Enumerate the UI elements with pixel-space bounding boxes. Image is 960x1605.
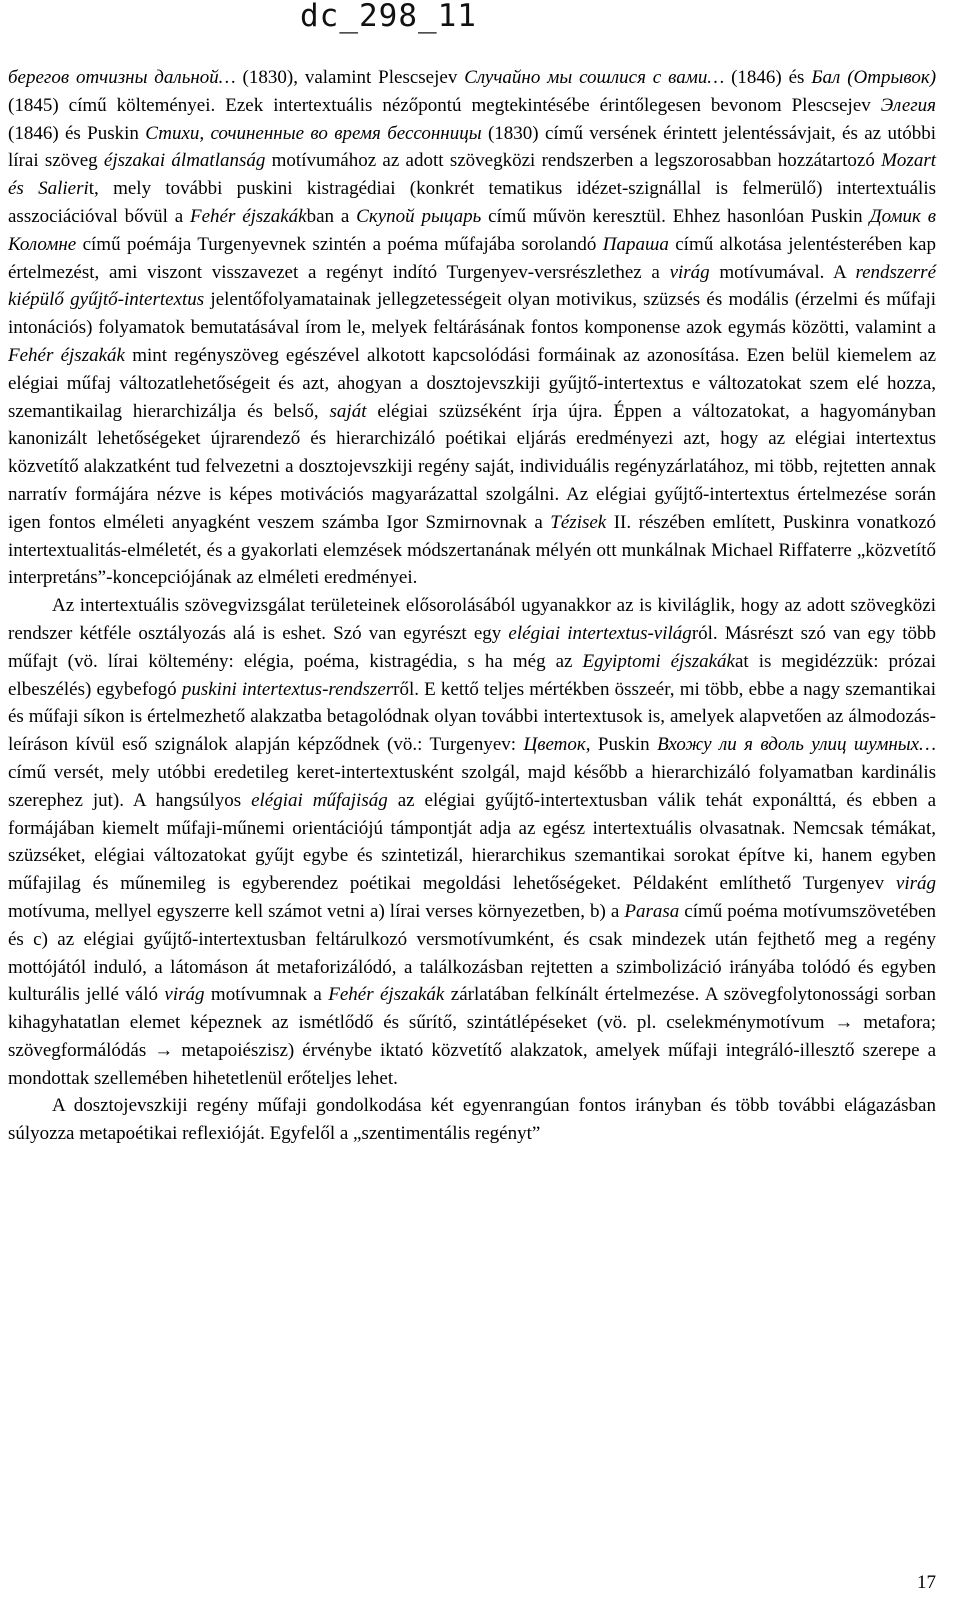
- italic-text-run: virág: [164, 984, 205, 1006]
- page-number: 17: [917, 1572, 936, 1593]
- text-run: (1845) című költeményei. Ezek intertextuális nézőpontú megtekintésébe érintőlegesen bevonom Plescsejev: [8, 94, 881, 116]
- italic-text-run: Цветок: [523, 734, 586, 756]
- italic-text-run: Стихи, сочиненные во время бессонницы: [145, 122, 482, 144]
- text-run: (1846) és Puskin: [8, 122, 146, 144]
- text-run: mint regényszöveg egészével alkotott kapcsolódási formáinak az azonosítása. Ezen belül kiemelem az elégiai műfaj változatlehetőségeit és azt, ahogyan a dosztojevszkiji gyűjtő-intertextus e változatokat szem elé hozza, szemantikailag hierarchizálja és belső,: [8, 344, 937, 422]
- italic-text-run: éjszakai álmatlanság: [103, 150, 266, 172]
- text-run: motívumnak a: [204, 984, 329, 1006]
- text-run: című művön keresztül. Ehhez hasonlóan Puskin: [481, 205, 870, 227]
- document-code-header: dc_298_11: [300, 0, 477, 34]
- text-run: című versét, mely utóbbi eredetileg keret-intertextusként szolgál, majd később a hierarchizáló folyamatban kardinális szerephez jut). A hangsúlyos: [8, 761, 936, 811]
- text-run: at is megidézzük: prózai elbeszélés) egybefogó: [8, 650, 936, 700]
- text-run: (1830), valamint Plescsejev: [235, 67, 465, 88]
- italic-text-run: Скупой рыцарь: [356, 205, 482, 227]
- text-run: Az intertextuális szövegvizsgálat területeinek elősorolásából ugyanakkor az is kiviláglik, hogy az adott szövegközi rendszer kétféle osztályozás alá is eshet. Szó van egyrészt egy: [8, 595, 936, 644]
- text-run: motívuma, mellyel egyszerre kell számot vetni a) lírai verses környezetben, b) a: [8, 900, 625, 922]
- text-run: motívumához az adott szövegközi rendszerben a legszorosabban hozzátartozó: [265, 150, 882, 172]
- text-run: , Puskin: [585, 734, 658, 756]
- text-run: (1846) és: [724, 67, 812, 88]
- italic-text-run: Egyiptomi éjszakák: [582, 650, 735, 672]
- italic-text-run: Fehér éjszakák: [189, 205, 307, 227]
- italic-text-run: virág: [669, 261, 710, 283]
- italic-text-run: Tézisek: [550, 511, 607, 533]
- text-run: t, mely további puskini kistragédiai (konkrét tematikus idézet-szignállal is felmerülő) intertextuális asszociációval bővül a: [8, 178, 936, 227]
- text-run: motívumával. A: [709, 261, 856, 283]
- paragraph-2: [8, 592, 936, 1092]
- italic-text-run: Параша: [602, 233, 669, 255]
- italic-text-run: puskini intertextus-rendszer: [181, 678, 394, 700]
- italic-text-run: Fehér éjszakák: [328, 984, 445, 1006]
- italic-text-run: elégiai műfajiság: [251, 789, 388, 811]
- italic-text-run: Parasa: [624, 900, 680, 922]
- paragraph-1: [8, 64, 936, 592]
- italic-text-run: virág: [895, 873, 936, 895]
- italic-text-run: Mozart és Salieri: [8, 150, 937, 200]
- italic-text-run: Домик в Коломне: [8, 205, 936, 255]
- text-run: az elégiai gyűjtő-intertextusban válik tehát exponálttá, és ebben a formájában kiemelt műfaji-műnemi orientációjú támpontját adja az egész intertextuális olvasatnak. Nemcsak témákat, szüzséket, elégiai változatokat gyűjt egybe és szintetizál, hierarchikus szemantikai sorokat építve ki, hanem egyben műfajilag és műnemileg is egyberendez poétikai megoldási lehetőségeket. Példaként említhető Turgenyev: [8, 789, 936, 895]
- text-run: elégiai szüzséként írja újra. Éppen a változatokat, a hagyományban kanonizált lehetőségeket újrarendező és hierarchizáló poétikai eljárás eredményezi azt, hogy az elégiai intertextus közvetítő alakzatként tud felvezetni a dosztojevszkiji regény saját, individuális regényzárlatához, mi több, rejtetten annak narratív formájára nézve is képes motivációs magyarázattal szolgálni. Az elégiai gyűjtő-intertextus értelmezése során igen fontos elméleti anyagként veszem számba Igor Szmirnovnak a: [8, 400, 936, 533]
- italic-text-run: Бал (Отрывок): [811, 67, 937, 88]
- italic-text-run: берегов отчизны дальной…: [8, 67, 236, 88]
- text-run: A dosztojevszkiji regény műfaji gondolkodása két egyenrangúan fontos irányban és több további elágazásban súlyozza metapoétikai reflexióját. Egyfelől a „szentimentális regényt”: [8, 1095, 936, 1145]
- text-run: ről. E kettő teljes mértékben összeér, mi több, ebbe a nagy szemantikai és műfaji síkon is értelmezhető alakzatba betagolódnak olyan további intertextusok is, amelyek alapvetően az álmodozás-leíráson kívül eső szignálok alapján képződnek (vö.: Turgenyev:: [8, 678, 936, 756]
- text-run: ról. Másrészt szó van egy több műfajt (vö. lírai költemény: elégia, poéma, kistragédia, s ha még az: [8, 622, 936, 672]
- italic-text-run: elégiai intertextus-világ: [508, 622, 692, 644]
- paragraph-3: [8, 1092, 936, 1148]
- italic-text-run: saját: [329, 400, 367, 422]
- italic-text-run: Случайно мы сошлися с вами…: [464, 67, 725, 88]
- text-run: jelentőfolyamatainak jellegzetességeit olyan motivikus, szüzsés és modális (érzelmi és műfaji intonációs) folyamatok bemutatásával írom le, melyek feltárásának fontos komponense azok egymás közötti, valamint a: [8, 289, 937, 339]
- text-run: zárlatában felkínált értelmezése. A szövegfolytonossági sorban kihagyhatatlan elemet képeznek az ismétlődő és sűrítő, szintátlépéseket (vö. pl. cselekménymotívum → metafora; szövegformálódás → metapoiészisz) érvénybe iktató közvetítő alakzatok, amelyek műfaji integráló-illesztő szerepe a mondottak szellemében hihetetlenül erőteljes lehet.: [8, 984, 936, 1089]
- text-run: című alkotása jelentésterében kap értelmezést, ami viszont visszavezet a regényt indító Turgenyev-versrészlethez a: [8, 233, 936, 283]
- italic-text-run: Fehér éjszakák: [8, 344, 125, 366]
- text-run: (1830) című versének érintett jelentéssávjait, és az utóbbi lírai szöveg: [8, 122, 936, 172]
- italic-text-run: rendszerré kiépülő gyűjtő-intertextus: [8, 261, 937, 311]
- text-run: ban a: [306, 205, 357, 227]
- text-run: című poémája Turgenyevnek szintén a poéma műfajába sorolandó: [76, 233, 603, 255]
- text-run: II. részében említett, Puskinra vonatkozó intertextualitás-elméletét, és a gyakorlati elemzések módszertanának mélyén ott munkálnak Michael Riffaterre „közvetítő interpretáns”-koncepciójának az elméleti eredményei.: [8, 511, 936, 589]
- body-text: [8, 64, 936, 1148]
- italic-text-run: Элегия: [880, 94, 936, 116]
- text-run: című poéma motívumszövetében és c) az elégiai gyűjtő-intertextusban feltárulkozó versmotívumként, és csak mindezek után fejthető meg a regény mottójától induló, a látomáson át metaforizálódó, a találkozásban rejtetten a szimbolizáció irányába tolódó és egyben kulturális jellé váló: [8, 900, 937, 1006]
- italic-text-run: Вхожу ли я вдоль улиц шумных…: [657, 734, 936, 756]
